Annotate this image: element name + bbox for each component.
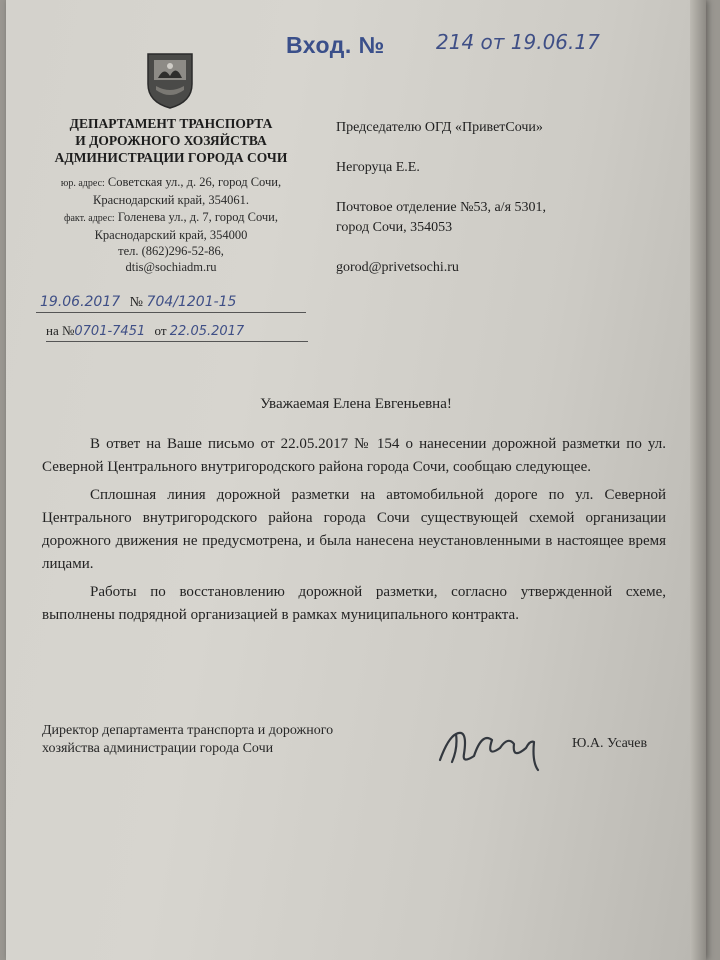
outgoing-registration-line (36, 294, 306, 313)
sender-phone: тел. (862)296-52-86, (118, 244, 224, 259)
incoming-stamp-label: Вход. № (286, 32, 385, 58)
sender-department (36, 115, 306, 166)
page-edge-shadow (690, 0, 706, 960)
letter-body (42, 433, 666, 632)
recipient-block (336, 118, 546, 278)
incoming-stamp-handwritten: 214 от 19.06.17 (436, 30, 600, 54)
sender-line: И ДОРОЖНОГО ХОЗЯЙСТВА (75, 133, 267, 148)
letter-paragraph: Работы по восстановлению дорожной разметки, согласно утвержденной схеме, выполнены подрядной организацией в рамках муниципального контракта. (42, 584, 666, 623)
reply-reference-line (46, 323, 308, 342)
reply-date: 22.05.2017 (169, 324, 245, 339)
recipient-name: Негоруца Е.Е. (336, 160, 420, 175)
actual-address-region: Краснодарский край, 354000 (94, 227, 248, 242)
sender-line: ДЕПАРТАМЕНТ ТРАНСПОРТА (69, 116, 273, 131)
letter-page (6, 0, 706, 960)
reply-from-label: от (154, 323, 167, 338)
legal-address: юр. адрес: Советская ул., д. 26, город Сочи, (60, 175, 282, 189)
letter-paragraph: В ответ на Ваше письмо от 22.05.2017 № 154 о нанесении дорожной разметки по ул. Северной Центрального внутригородского района города Сочи, сообщаю следующее. (42, 436, 666, 475)
city-emblem-icon (144, 50, 196, 110)
reply-number: 0701-7451 (74, 324, 146, 339)
legal-address-region: Краснодарский край, 354061. (93, 193, 249, 208)
recipient-email: gorod@privetsochi.ru (336, 260, 459, 275)
sender-line: АДМИНИСТРАЦИИ ГОРОДА СОЧИ (54, 150, 288, 165)
recipient-title: Председателю ОГД «ПриветСочи» (336, 120, 543, 135)
signatory-title: Директор департамента транспорта и дорожного хозяйства администрации города Сочи (42, 723, 334, 756)
sender-email: dtis@sochiadm.ru (125, 260, 217, 275)
outgoing-number: 704/1201-15 (146, 294, 237, 310)
signatory-name: Ю.А. Усачев (572, 736, 648, 751)
reply-prefix: на № (46, 323, 75, 338)
sender-address-block (36, 174, 306, 276)
letter-greeting: Уважаемая Елена Евгеньевна! (260, 396, 452, 412)
recipient-city: город Сочи, 354053 (336, 220, 453, 235)
actual-address: факт. адрес: Голенева ул., д. 7, город Сочи, (64, 209, 278, 224)
outgoing-date: 19.06.2017 (40, 294, 121, 310)
handwritten-signature-icon (434, 718, 554, 778)
outgoing-number-label: № (129, 295, 144, 310)
recipient-postal: Почтовое отделение №53, а/я 5301, (336, 200, 547, 215)
letter-paragraph: Сплошная линия дорожной разметки на автомобильной дороге по ул. Северной Центрального внутригородского района города Сочи существующей схемой организации дорожного движения не предусмотрена, и была нанесена неустановленными в настоящее время лицами. (42, 487, 666, 572)
